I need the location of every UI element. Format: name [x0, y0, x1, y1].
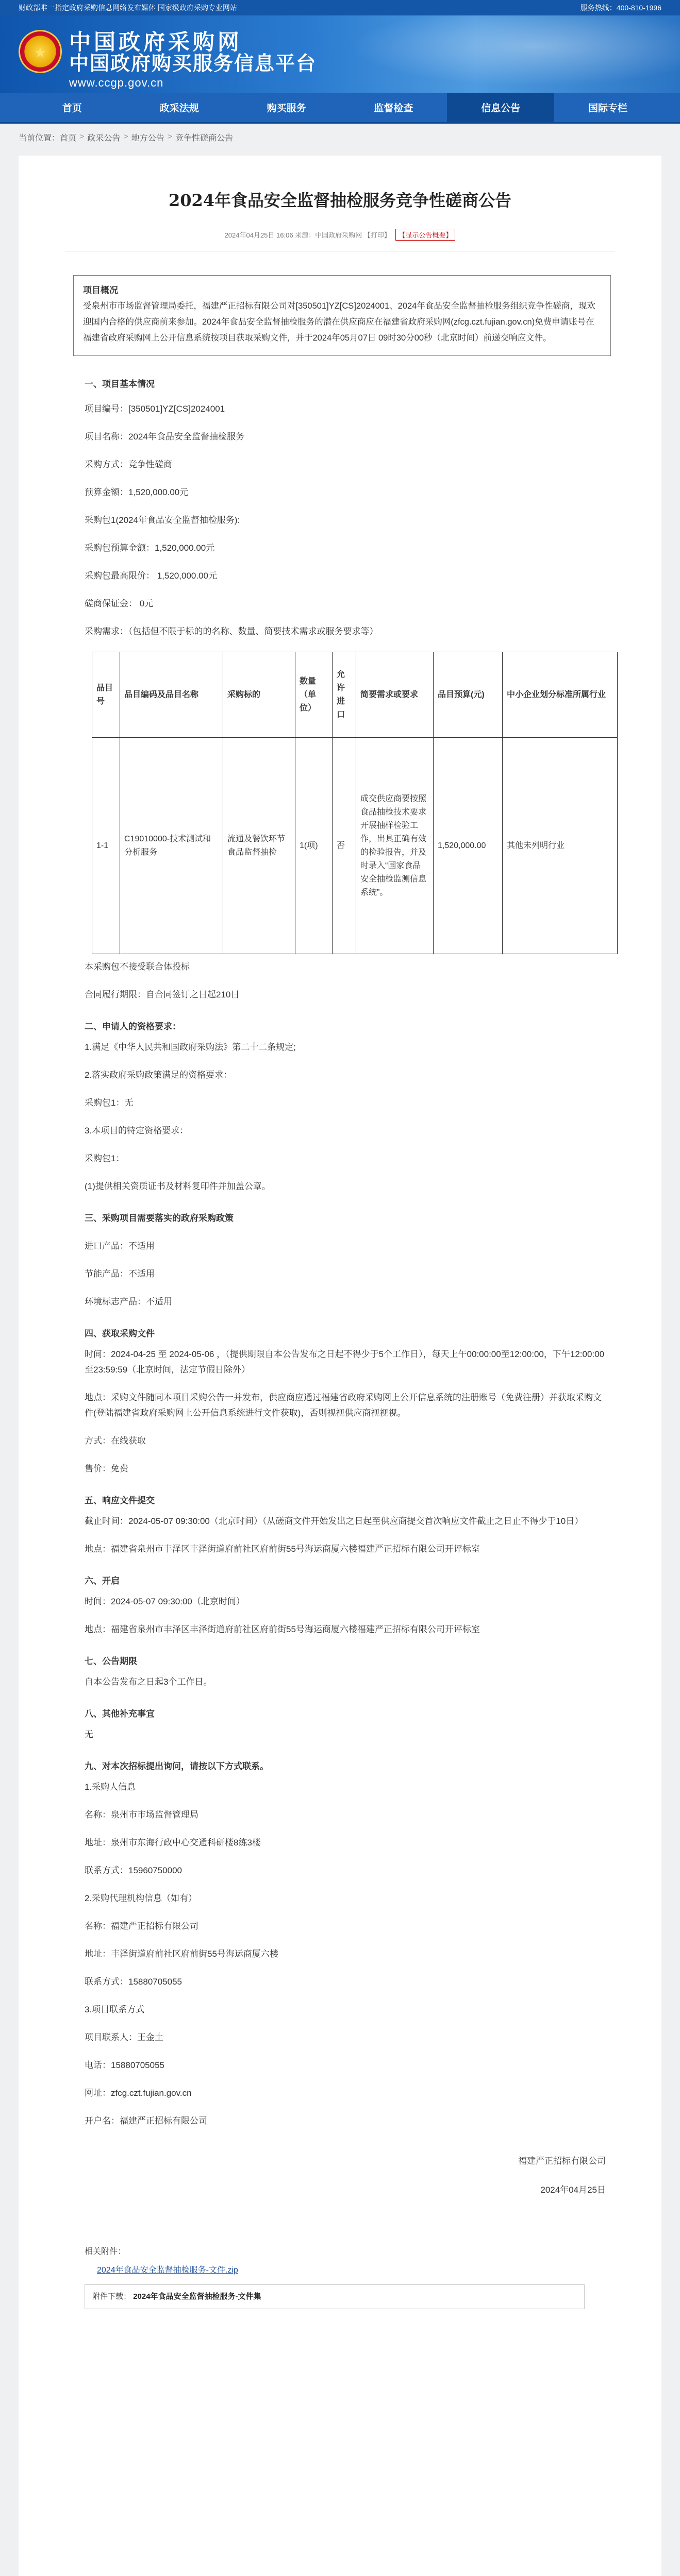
site-logo[interactable] — [69, 31, 317, 90]
signature-date: 2024年04月25日 — [540, 2185, 606, 2195]
items-table — [92, 652, 618, 954]
section-heading: 八、其他补充事宜 — [85, 1709, 155, 1719]
article-content — [19, 275, 661, 2309]
document-time: 时间：2024-04-25 至 2024-05-06 ，（提供期限自本公告发布之日起不得少于5个工作日），每天上午00:00:00至12:00:00，下午12:00:00至23:59:59（北京时间，法定节假日除外） — [85, 1349, 605, 1375]
breadcrumb — [0, 124, 680, 150]
attachments-label: 相关附件： — [85, 2247, 126, 2256]
table-cell: 成交供应商要按照食品抽检技术要求开展抽样检验工作，出具正确有效的检验报告，并及时录入“国家食品安全抽检监测信息系统”。 — [356, 738, 434, 954]
breadcrumb-separator: > — [167, 132, 173, 141]
package-budget: 采购包预算金额：1,520,000.00元 — [85, 543, 215, 553]
policy-line: 节能产品：不适用 — [85, 1269, 155, 1279]
qualification-line: 采购包1：无 — [85, 1098, 134, 1108]
top-strip — [0, 0, 680, 15]
qualification-line: 1.满足《中华人民共和国政府采购法》第二十二条规定; — [85, 1042, 296, 1052]
breadcrumb-announcements[interactable]: 政采公告 — [87, 133, 121, 143]
national-emblem-icon: ★ — [19, 30, 62, 73]
qualification-line: 采购包1： — [85, 1154, 125, 1163]
contact-line: 网址：zfcg.czt.fujian.gov.cn — [85, 2088, 192, 2098]
qualification-line: 3.本项目的特定资格要求： — [85, 1126, 189, 1136]
contact-line: 项目联系人：王金土 — [85, 2032, 163, 2042]
attachments — [85, 2244, 606, 2309]
table-header: 数量（单位） — [295, 652, 333, 738]
contact-line: 3.项目联系方式 — [85, 2005, 145, 2014]
table-header: 采购标的 — [223, 652, 295, 738]
attachment-link[interactable]: 2024年食品安全监督抽检服务-文件.zip — [97, 2266, 238, 2275]
breadcrumb-separator: > — [79, 132, 85, 141]
table-header: 中小企业划分标准所属行业 — [503, 652, 618, 738]
policy-line: 进口产品：不适用 — [85, 1241, 155, 1251]
opening-time: 时间：2024-05-07 09:30:00（北京时间） — [85, 1597, 245, 1606]
contact-line: 地址：丰泽街道府前社区府前街55号海运商厦六楼 — [85, 1949, 278, 1959]
document-method: 方式：在线获取 — [85, 1436, 146, 1446]
requirements-intro: 采购需求：（包括但不限于标的的名称、数量、简要技术需求或服务要求等） — [85, 626, 378, 636]
announcement-period: 自本公告发布之日起3个工作日。 — [85, 1677, 212, 1687]
table-header: 品目编码及品目名称 — [120, 652, 223, 738]
article-title: 2024年食品安全监督抽检服务竞争性磋商公告 — [168, 191, 512, 210]
contact-line: 联系方式：15960750000 — [85, 1866, 183, 1875]
signature-org: 福建严正招标有限公司 — [518, 2156, 606, 2166]
breadcrumb-current[interactable]: 竞争性磋商公告 — [175, 133, 234, 143]
table-cell: 1-1 — [92, 738, 120, 954]
top-notice: 财政部唯一指定政府采购信息网络发布媒体 国家级政府采购专业网站 — [19, 4, 237, 12]
contract-period: 合同履行期限：自合同签订之日起210日 — [85, 990, 240, 999]
budget-amount: 预算金额：1,520,000.00元 — [85, 487, 189, 497]
section-heading: 二、申请人的资格要求： — [85, 1022, 181, 1031]
breadcrumb-prefix: 当前位置： — [19, 133, 60, 143]
procurement-method: 采购方式：竞争性磋商 — [85, 460, 172, 469]
summary-text: 受泉州市市场监督管理局委托，福建严正招标有限公司对[350501]YZ[CS]2024001、2024年食品安全监督抽检服务组织竞争性磋商，现欢迎国内合格的供应商前来参加。2024年食品安全监督抽检服务的潜在供应商应在福建省政府采购网(zfcg.czt.fujian.gov.cn)免费申请账号在福建省政府采购网上公开信息系统按项目获取采购文件，并于2024年05月07日 09时30分00秒（北京时间）前递交响应文件。 — [83, 301, 595, 343]
other-matters: 无 — [85, 1730, 93, 1739]
submission-place: 地点：福建省泉州市丰泽区丰泽街道府前社区府前街55号海运商厦六楼福建严正招标有限公司开评标室 — [85, 1544, 480, 1554]
article-meta — [19, 229, 661, 241]
site-banner — [0, 15, 680, 93]
section-heading: 九、对本次招标提出询问，请按以下方式联系。 — [85, 1761, 269, 1771]
nav-supervision[interactable]: 监督检查 — [374, 103, 413, 114]
table-cell: C19010000-技术测试和分析服务 — [120, 738, 223, 954]
contact-line: 名称：福建严正招标有限公司 — [85, 1921, 198, 1931]
section-heading: 七、公告期限 — [85, 1656, 137, 1666]
deposit: 磋商保证金： 0元 — [85, 599, 154, 608]
download-bar — [85, 2284, 585, 2309]
summary-heading: 项目概况 — [83, 285, 118, 295]
summary-box — [73, 275, 611, 356]
nav-home[interactable]: 首页 — [62, 103, 82, 114]
hotline: 服务热线：400-810-1996 — [580, 4, 661, 12]
contact-line: 地址：泉州市东海行政中心交通科研楼8练3楼 — [85, 1838, 261, 1848]
qualification-line: 2.落实政府采购政策满足的资格要求： — [85, 1070, 233, 1080]
table-cell: 流通及餐饮环节食品监督抽检 — [223, 738, 295, 954]
site-title: 中国政府采购网 — [69, 29, 243, 55]
breadcrumb-home[interactable]: 首页 — [60, 133, 77, 143]
section-heading: 六、开启 — [85, 1576, 120, 1586]
table-cell: 1,520,000.00 — [434, 738, 503, 954]
package-title: 采购包1(2024年食品安全监督抽检服务): — [85, 515, 240, 525]
contact-line: 1.采购人信息 — [85, 1782, 136, 1792]
table-header: 品目预算(元) — [434, 652, 503, 738]
contact-line: 电话：15880705055 — [85, 2060, 165, 2070]
table-header-row — [92, 652, 618, 738]
article-card — [19, 156, 661, 2576]
nav-regulations[interactable]: 政采法规 — [159, 103, 199, 114]
document-place: 地点：采购文件随同本项目采购公告一并发布，供应商应通过福建省政府采购网上公开信息系统的注册账号（免费注册）并获取采购文件(登陆福建省政府采购网上公开信息系统进行文件获取)，否则视视供应商视视视。 — [85, 1393, 602, 1418]
download-prefix: 附件下载： — [92, 2292, 131, 2301]
section-heading: 五、响应文件提交 — [85, 1496, 155, 1505]
project-name: 项目名称：2024年食品安全监督抽检服务 — [85, 432, 244, 442]
main-nav — [0, 93, 680, 124]
table-cell: 其他未列明行业 — [503, 738, 618, 954]
package-max-price: 采购包最高限价： 1,520,000.00元 — [85, 571, 217, 581]
joint-bid-note: 本采购包不接受联合体投标 — [85, 962, 190, 972]
policy-line: 环境标志产品：不适用 — [85, 1297, 172, 1307]
article-meta-text: 2024年04月25日 16:06 来源：中国政府采购网 【打印】 — [224, 231, 391, 239]
contact-line: 2.采购代理机构信息（如有） — [85, 1893, 197, 1903]
table-header: 允许进口 — [333, 652, 356, 738]
show-summary-button[interactable]: 【显示公告概要】 — [395, 229, 455, 241]
contact-line: 开户名：福建严正招标有限公司 — [85, 2116, 207, 2126]
table-cell: 1(项) — [295, 738, 333, 954]
opening-place: 地点：福建省泉州市丰泽区丰泽街道府前社区府前街55号海运商厦六楼福建严正招标有限公司开评标室 — [85, 1624, 480, 1634]
section-heading: 一、项目基本情况 — [85, 379, 155, 389]
nav-international[interactable]: 国际专栏 — [588, 103, 628, 114]
site-url: www.ccgp.gov.cn — [69, 76, 164, 89]
breadcrumb-local[interactable]: 地方公告 — [131, 133, 164, 143]
project-number: 项目编号：[350501]YZ[CS]2024001 — [85, 404, 225, 414]
table-header: 品目号 — [92, 652, 120, 738]
breadcrumb-separator: > — [123, 132, 128, 141]
contact-line: 名称：泉州市市场监督管理局 — [85, 1810, 198, 1820]
nav-purchase-services[interactable]: 购买服务 — [267, 103, 306, 114]
section-heading: 三、采购项目需要落实的政府采购政策 — [85, 1213, 234, 1223]
table-header: 简要需求或要求 — [356, 652, 434, 738]
download-link[interactable]: 2024年食品安全监督抽检服务-文件集 — [133, 2292, 261, 2301]
document-price: 售价：免费 — [85, 1464, 128, 1473]
table-row — [92, 738, 618, 954]
banner-background — [319, 15, 680, 93]
section-heading: 四、获取采购文件 — [85, 1329, 155, 1338]
nav-announcements[interactable]: 信息公告 — [447, 93, 554, 122]
table-cell: 否 — [333, 738, 356, 954]
site-subtitle: 中国政府购买服务信息平台 — [69, 53, 317, 75]
contact-line: 联系方式：15880705055 — [85, 1977, 183, 1987]
qualification-line: (1)提供相关资质证书及材料复印件并加盖公章。 — [85, 1181, 271, 1191]
submission-deadline: 截止时间：2024-05-07 09:30:00（北京时间）（从磋商文件开始发出之日起至供应商提交首次响应文件截止之日止不得少于10日） — [85, 1516, 584, 1526]
